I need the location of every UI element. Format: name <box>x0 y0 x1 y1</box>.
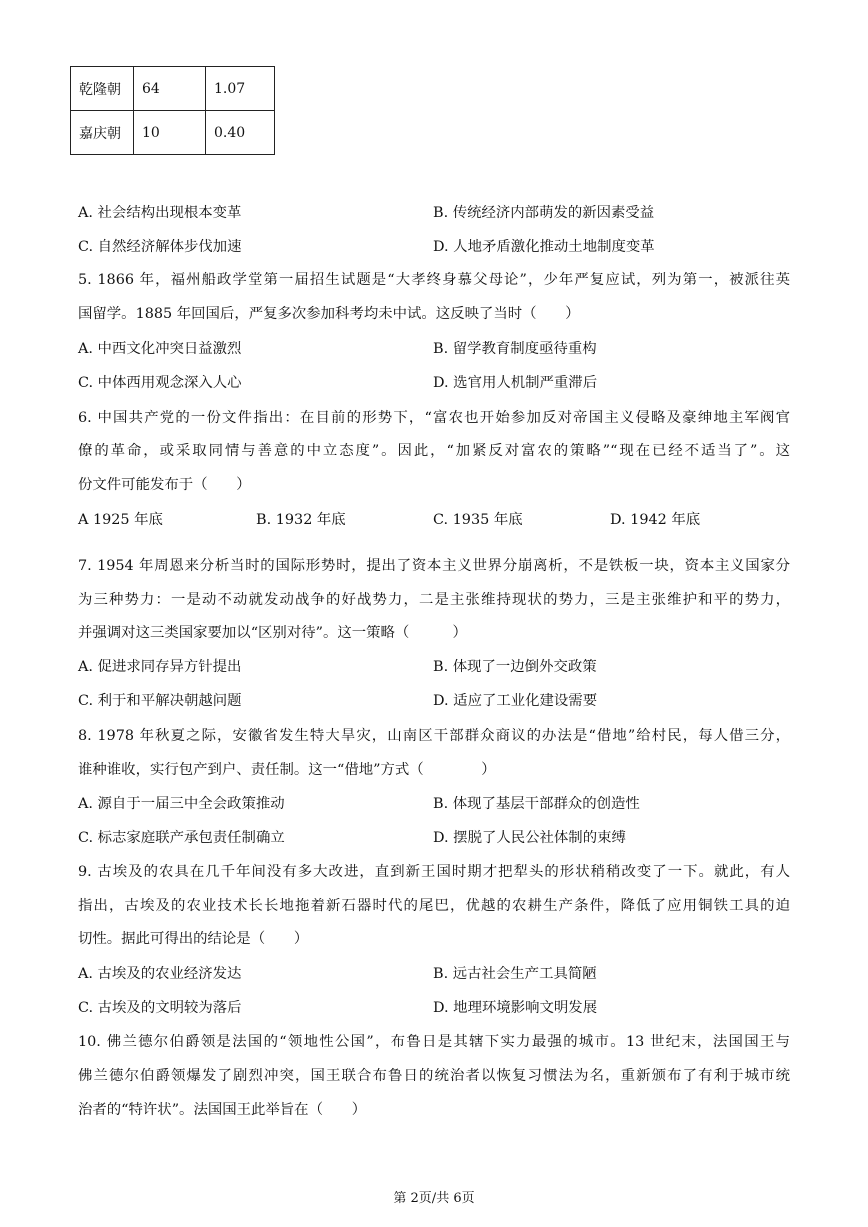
table-cell: 1.07 <box>206 67 275 111</box>
q10-stem-line: 治者的“特许状”。法国国王此举旨在（ ） <box>78 1102 367 1118</box>
q8-option-d: D. 摆脱了人民公社体制的束缚 <box>433 830 626 846</box>
q9-stem-line: 9. 古埃及的农具在几千年间没有多大改进，直到新王国时期才把犁头的形状稍稍改变了一下。就此，有人 <box>78 864 790 880</box>
q6-stem-line: 份文件可能发布于（ ） <box>78 477 251 493</box>
q10-stem-line: 10. 佛兰德尔伯爵领是法国的“领地性公国”，布鲁日是其辖下实力最强的城市。13 世纪末，法国国王与 <box>78 1034 790 1050</box>
q9-option-c: C. 古埃及的文明较为落后 <box>78 1000 242 1016</box>
q4-option-d: D. 人地矛盾激化推动土地制度变革 <box>433 239 655 255</box>
q8-stem-line: 谁种谁收，实行包产到户、责任制。这一“借地”方式（ ） <box>78 762 496 778</box>
q7-stem-line: 并强调对这三类国家要加以“区别对待”。这一策略（ ） <box>78 625 467 641</box>
table-row <box>71 67 275 111</box>
table-cell: 乾隆朝 <box>71 67 134 111</box>
q8-option-a: A. 源自于一届三中全会政策推动 <box>78 796 285 812</box>
table-cell: 0.40 <box>206 111 275 155</box>
q9-option-b: B. 远古社会生产工具简陋 <box>433 966 597 982</box>
q5-option-d: D. 选官用人机制严重滞后 <box>433 375 598 391</box>
data-table <box>70 66 275 155</box>
q5-option-a: A. 中西文化冲突日益激烈 <box>78 341 242 357</box>
q8-option-c: C. 标志家庭联产承包责任制确立 <box>78 830 285 846</box>
q5-stem-line: 国留学。1885 年回国后，严复多次参加科考均未中试。这反映了当时（ ） <box>78 306 580 322</box>
q6-stem-line: 僚的革命，或采取同情与善意的中立态度”。因此，“加紧反对富农的策略”“现在已经不适当了”。这 <box>78 443 790 459</box>
table-cell: 嘉庆朝 <box>71 111 134 155</box>
q6-option-d: D. 1942 年底 <box>610 512 701 528</box>
q8-stem-line: 8. 1978 年秋夏之际，安徽省发生特大旱灾，山南区干部群众商议的办法是“借地”给村民，每人借三分， <box>78 728 790 744</box>
q7-stem-line: 为三种势力：一是动不动就发动战争的好战势力，二是主张维持现状的势力，三是主张维护和平的势力， <box>78 592 790 608</box>
q5-stem-line: 5. 1866 年，福州船政学堂第一届招生试题是“大孝终身慕父母论”，少年严复应试，列为第一，被派往英 <box>78 272 790 288</box>
page-number-footer: 第 2页/共 6页 <box>393 1191 475 1206</box>
q7-option-c: C. 利于和平解决朝越问题 <box>78 693 242 709</box>
q6-option-a: A 1925 年底 <box>78 512 163 528</box>
q4-option-a: A. 社会结构出现根本变革 <box>78 205 242 221</box>
q4-option-c: C. 自然经济解体步伐加速 <box>78 239 242 255</box>
q9-stem-line: 指出，古埃及的农业技术长长地拖着新石器时代的尾巴，优越的农耕生产条件，降低了应用铜铁工具的迫 <box>78 898 790 914</box>
q9-option-a: A. 古埃及的农业经济发达 <box>78 966 242 982</box>
q4-option-b: B. 传统经济内部萌发的新因素受益 <box>433 205 655 221</box>
q5-option-b: B. 留学教育制度亟待重构 <box>433 341 597 357</box>
table-cell: 64 <box>134 67 206 111</box>
q9-option-d: D. 地理环境影响文明发展 <box>433 1000 598 1016</box>
q6-option-b: B. 1932 年底 <box>256 512 346 528</box>
q8-option-b: B. 体现了基层干部群众的创造性 <box>433 796 640 812</box>
q7-stem-line: 7. 1954 年周恩来分析当时的国际形势时，提出了资本主义世界分崩离析，不是铁板一块，资本主义国家分 <box>78 558 790 574</box>
q5-option-c: C. 中体西用观念深入人心 <box>78 375 242 391</box>
q6-stem-line: 6. 中国共产党的一份文件指出：在目前的形势下，“富农也开始参加反对帝国主义侵略及豪绅地主军阀官 <box>78 410 790 426</box>
table-row <box>71 111 275 155</box>
q7-option-b: B. 体现了一边倒外交政策 <box>433 659 597 675</box>
q7-option-d: D. 适应了工业化建设需要 <box>433 693 598 709</box>
table-cell: 10 <box>134 111 206 155</box>
q7-option-a: A. 促进求同存异方针提出 <box>78 659 242 675</box>
q6-option-c: C. 1935 年底 <box>433 512 523 528</box>
q10-stem-line: 佛兰德尔伯爵领爆发了剧烈冲突，国王联合布鲁日的统治者以恢复习惯法为名，重新颁布了有利于城市统 <box>78 1068 790 1084</box>
q9-stem-line: 切性。据此可得出的结论是（ ） <box>78 931 309 947</box>
